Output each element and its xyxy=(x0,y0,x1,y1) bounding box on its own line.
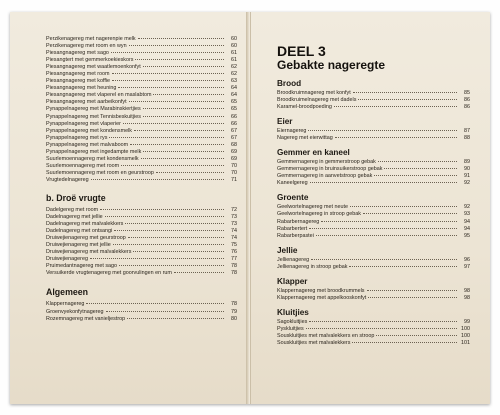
toc-entry xyxy=(46,106,237,113)
toc-entry-title: Kaneelgereg xyxy=(277,180,308,187)
dot-leader xyxy=(100,209,224,210)
toc-entry xyxy=(277,159,470,166)
toc-entry-title: Dadelnagereg met malvalekkers xyxy=(46,221,124,228)
toc-entry-page: 74 xyxy=(231,228,237,235)
toc-entry-page: 68 xyxy=(231,141,237,148)
dot-leader xyxy=(118,87,224,88)
toc-entry xyxy=(277,180,470,187)
toc-entry-title: Broodkruimnagereg met konfyt xyxy=(277,90,351,96)
section-heading: Jellie xyxy=(277,245,298,255)
toc-entry-title: Eiernagereg xyxy=(277,128,307,135)
dot-leader xyxy=(352,342,457,343)
dot-leader xyxy=(129,45,224,46)
toc-entry-title: Geelwortelnagereg met neute xyxy=(277,204,349,211)
toc-entry-title: Gemmernagereg in aanvetstroop gebak xyxy=(277,173,373,180)
toc-entry-title: Druiwejienagereg met geurstroop xyxy=(46,235,126,242)
toc-entry-title: Piesangnagereg met room xyxy=(46,71,110,78)
toc-entry-page: 67 xyxy=(231,134,237,141)
part-subtitle: Gebakte nageregte xyxy=(277,58,386,72)
toc-entry xyxy=(277,90,470,97)
dot-leader xyxy=(113,244,224,245)
dot-leader xyxy=(128,237,224,238)
section-heading: Eier xyxy=(277,117,293,127)
toc-entry xyxy=(277,319,470,326)
toc-entry xyxy=(277,295,470,302)
dot-leader xyxy=(321,221,457,222)
toc-entry-title: Druiwejienagereg xyxy=(46,256,88,263)
dot-leader xyxy=(306,328,457,329)
dot-leader xyxy=(311,259,457,260)
toc-entry-page: 62 xyxy=(231,71,237,78)
dot-leader xyxy=(156,172,224,173)
section-heading: Brood xyxy=(277,79,302,88)
dot-leader xyxy=(374,175,457,176)
toc-entry-title: Nagereg met eierwittag xyxy=(277,135,333,142)
toc-entry-title: Suurlemoennagereg met room en geurstroop xyxy=(46,169,154,176)
dot-leader xyxy=(86,303,224,304)
toc-entry-title: Pynappelnagereg met kondensmelk xyxy=(46,127,133,134)
toc-entry-title: Piesangnagereg met waatlemoenkonfyt xyxy=(46,64,141,71)
dot-leader xyxy=(378,161,457,162)
toc-entry xyxy=(277,173,470,180)
toc-entry-page: 95 xyxy=(464,232,470,239)
toc-entry-page: 74 xyxy=(231,235,237,242)
toc-entry-title: Rabarbertert xyxy=(277,225,308,232)
toc-entry-page: 67 xyxy=(231,127,237,134)
dot-leader xyxy=(143,116,224,117)
toc-entry xyxy=(46,128,237,135)
toc-entry-title: Pruimedantnagereg met sago xyxy=(46,263,118,270)
toc-entry-title: Dadelnagereg met jellie xyxy=(46,214,103,221)
toc-entry-page: 98 xyxy=(464,287,470,294)
toc-entry-page: 98 xyxy=(464,294,470,301)
toc-entry-title: Dadelnagereg met ontsangi xyxy=(46,228,113,235)
toc-entry-title: Perzikenagereg met room en wyn xyxy=(46,43,127,50)
section-heading: Gemmer en kaneel xyxy=(277,148,350,158)
toc-entry-title: Jellienagereg in stroop gebak xyxy=(277,263,348,270)
dot-leader xyxy=(367,290,458,291)
dot-leader xyxy=(143,66,224,67)
dot-leader xyxy=(353,92,457,93)
toc-entry-title: Piesangnagereg met aarbeikonfyt xyxy=(46,99,127,106)
toc-entry-title: Jellienagereg xyxy=(277,256,310,263)
toc-entry-page: 92 xyxy=(464,180,470,187)
left-sections xyxy=(46,193,237,323)
toc-entry-page: 88 xyxy=(464,135,470,142)
toc-entry-title: Suurlemoennagereg met room xyxy=(46,162,120,169)
dot-leader xyxy=(129,101,224,102)
toc-entry-page: 65 xyxy=(231,99,237,106)
toc-entry xyxy=(46,221,237,228)
toc-entry-page: 78 xyxy=(231,263,237,270)
dot-leader xyxy=(335,137,457,138)
toc-entry-page: 73 xyxy=(231,214,237,221)
dot-leader xyxy=(127,318,224,319)
dot-leader xyxy=(141,158,224,159)
toc-entry-page: 86 xyxy=(464,104,470,111)
dot-leader xyxy=(112,80,224,81)
section-heading: Klapper xyxy=(277,276,308,286)
toc-entry xyxy=(46,85,237,92)
toc-entry-title: Rozemnagereg met vanieljestrop xyxy=(46,315,126,322)
toc-entry xyxy=(277,128,470,135)
toc-entry xyxy=(46,99,237,106)
dot-leader xyxy=(316,235,457,236)
dot-leader xyxy=(134,130,224,131)
toc-entry-title: Klappernagereg met broodkrummels xyxy=(277,287,365,294)
toc-entry xyxy=(277,264,470,271)
dot-leader xyxy=(309,321,457,322)
dot-leader xyxy=(363,213,457,214)
toc-entry-title: Versuikerde vrugtenagereg met goorvulingen en rum xyxy=(46,270,172,277)
toc-entry-page: 62 xyxy=(231,64,237,71)
dot-leader xyxy=(143,108,224,109)
toc-entry-title: Souskluitjies met malvalekkers xyxy=(277,339,351,346)
toc-entry-title: Suurlemoennagereg met kondensmelk xyxy=(46,155,139,162)
toc-entry-page: 92 xyxy=(464,204,470,211)
open-book xyxy=(10,12,490,404)
toc-entry-page: 63 xyxy=(231,78,237,85)
toc-entry-page: 77 xyxy=(231,256,237,263)
toc-entry-title: Piesangnagereg met vlaperel en maslabtom xyxy=(46,92,152,99)
part-title: DEEL 3 xyxy=(277,43,326,59)
dot-leader xyxy=(153,94,224,95)
toc-entry-page: 61 xyxy=(231,50,237,57)
dot-leader xyxy=(112,73,224,74)
toc-entry xyxy=(46,301,237,308)
section-heading: Algemeen xyxy=(46,287,89,298)
dot-leader xyxy=(135,59,224,60)
toc-entry xyxy=(46,235,237,242)
toc-entry xyxy=(46,142,237,149)
toc-entry-page: 100 xyxy=(461,332,470,339)
dot-leader xyxy=(174,272,224,273)
toc-entry xyxy=(46,177,237,184)
dot-leader xyxy=(384,168,457,169)
toc-entry xyxy=(46,43,237,50)
dot-leader xyxy=(310,182,457,183)
toc-entry xyxy=(277,340,470,347)
dot-leader xyxy=(350,206,457,207)
toc-entry-title: Piesangnagereg met sago xyxy=(46,50,109,57)
dot-leader xyxy=(114,230,224,231)
toc-entry xyxy=(46,214,237,221)
dot-leader xyxy=(358,99,457,100)
dot-leader xyxy=(109,137,224,138)
left-continued-entries xyxy=(46,36,237,184)
toc-entry-title: Klappernagereg xyxy=(46,301,85,308)
dot-leader xyxy=(368,297,457,298)
toc-entry xyxy=(46,78,237,85)
right-page xyxy=(250,12,490,404)
section-heading: Groente xyxy=(277,193,309,203)
toc-entry-page: 101 xyxy=(461,339,470,346)
toc-entry-page: 61 xyxy=(231,57,237,64)
toc-entry-page: 91 xyxy=(464,173,470,180)
toc-entry xyxy=(277,135,470,142)
toc-entry xyxy=(277,233,470,240)
toc-entry-page: 94 xyxy=(464,218,470,225)
toc-entry xyxy=(46,156,237,163)
dot-leader xyxy=(111,52,224,53)
toc-entry-page: 69 xyxy=(231,148,237,155)
dot-leader xyxy=(123,123,224,124)
toc-entry-page: 86 xyxy=(464,97,470,104)
toc-entry-page: 70 xyxy=(231,162,237,169)
toc-entry-title: Vrugtedelnagereg xyxy=(46,176,89,183)
dot-leader xyxy=(334,106,457,107)
toc-entry-title: Pyskluitjies xyxy=(277,325,304,332)
toc-entry-title: Souskluitjies met malvalekkers en stroop xyxy=(277,332,375,339)
dot-leader xyxy=(130,144,224,145)
dot-leader xyxy=(376,335,457,336)
toc-entry xyxy=(46,249,237,256)
section-heading: b. Droë vrugte xyxy=(46,192,106,203)
toc-entry-title: Druiwejienagereg met malvalekkers xyxy=(46,249,132,256)
toc-entry-title: Groenvyekonfytnagereg xyxy=(46,308,104,315)
toc-entry xyxy=(46,64,237,71)
toc-entry-title: Geelwortelnagereg in stroop gebak xyxy=(277,211,361,218)
toc-entry-title: Pynappelnagereg met rys xyxy=(46,134,108,141)
toc-entry xyxy=(277,97,470,104)
toc-entry-title: Karamel-broodpoeding xyxy=(277,104,332,111)
toc-entry-title: Pynappelnagereg met malvaboom xyxy=(46,141,129,148)
toc-entry xyxy=(277,204,470,211)
toc-entry xyxy=(46,170,237,177)
dot-leader xyxy=(349,266,457,267)
toc-entry-page: 64 xyxy=(231,85,237,92)
dot-leader xyxy=(143,151,224,152)
toc-entry xyxy=(46,316,237,323)
toc-entry-page: 87 xyxy=(464,128,470,135)
toc-entry xyxy=(46,71,237,78)
toc-entry-page: 66 xyxy=(231,120,237,127)
dot-leader xyxy=(90,258,224,259)
toc-entry-page: 85 xyxy=(464,90,470,96)
toc-entry-page: 72 xyxy=(231,206,237,213)
toc-entry-page: 65 xyxy=(231,106,237,113)
toc-entry-title: Rabarberpastei xyxy=(277,232,314,239)
toc-entry-title: Pynappelnagereg met ingedampte melk xyxy=(46,148,142,155)
toc-entry xyxy=(277,333,470,340)
dot-leader xyxy=(308,130,457,131)
toc-entry xyxy=(277,219,470,226)
section-heading: Kluitjies xyxy=(277,307,309,317)
toc-entry xyxy=(46,50,237,57)
toc-entry-page: 99 xyxy=(464,318,470,325)
toc-entry-page: 75 xyxy=(231,242,237,249)
toc-entry xyxy=(46,114,237,121)
toc-entry-title: Druiwejienagereg met jellie xyxy=(46,242,111,249)
toc-entry-title: Sagokluitjies xyxy=(277,318,308,325)
toc-entry-title: Piesangnagereg met heuning xyxy=(46,85,117,92)
toc-entry-page: 100 xyxy=(461,325,470,332)
toc-entry xyxy=(46,207,237,214)
toc-entry xyxy=(46,309,237,316)
toc-entry-page: 66 xyxy=(231,113,237,120)
toc-entry-page: 90 xyxy=(464,166,470,173)
toc-entry-page: 71 xyxy=(231,176,237,183)
toc-entry-page: 70 xyxy=(231,169,237,176)
toc-entry-page: 79 xyxy=(231,308,237,315)
dot-leader xyxy=(91,179,224,180)
toc-entry xyxy=(46,256,237,263)
toc-entry-page: 69 xyxy=(231,155,237,162)
toc-entry xyxy=(277,211,470,218)
left-page xyxy=(10,12,248,404)
toc-entry-title: Rabarbernagereg xyxy=(277,218,320,225)
toc-entry xyxy=(46,135,237,142)
toc-entry xyxy=(277,226,470,233)
toc-entry-title: Pynappelnagereg met Marabinskiertjies xyxy=(46,106,141,113)
dot-leader xyxy=(138,38,224,39)
toc-entry-title: Broodkruimelnagereg met dadels xyxy=(277,97,357,104)
right-sections xyxy=(277,79,470,347)
toc-entry-page: 78 xyxy=(231,270,237,277)
toc-entry-page: 93 xyxy=(464,211,470,218)
toc-entry-page: 80 xyxy=(231,315,237,322)
toc-entry xyxy=(277,257,470,264)
toc-entry-page: 76 xyxy=(231,249,237,256)
toc-entry-title: Piesangtert met gemmerkoekieskors xyxy=(46,57,134,64)
toc-entry-title: Pynappelnagereg met vlaperier xyxy=(46,120,121,127)
toc-entry xyxy=(46,242,237,249)
toc-entry xyxy=(277,104,470,111)
dot-leader xyxy=(105,216,224,217)
toc-entry xyxy=(46,36,237,43)
toc-entry-title: Klappernagereg met appelkooskonfyt xyxy=(277,294,367,301)
toc-entry-page: 94 xyxy=(464,225,470,232)
toc-entry xyxy=(46,121,237,128)
toc-entry xyxy=(46,149,237,156)
dot-leader xyxy=(133,251,224,252)
toc-entry xyxy=(46,263,237,270)
toc-entry xyxy=(277,288,470,295)
dot-leader xyxy=(106,311,224,312)
toc-entry-title: Piesangnagereg met koffie xyxy=(46,78,111,85)
toc-entry-title: Dadelgereg met room xyxy=(46,206,99,213)
toc-entry xyxy=(277,326,470,333)
toc-entry xyxy=(277,166,470,173)
toc-entry-title: Perzikenagereg met nagerenpie melk xyxy=(46,36,136,42)
toc-entry xyxy=(46,92,237,99)
toc-entry-page: 97 xyxy=(464,263,470,270)
dot-leader xyxy=(119,265,224,266)
toc-entry xyxy=(46,163,237,170)
toc-entry-title: Pynappelnagereg met Tennisbeskuitjies xyxy=(46,113,141,120)
dot-leader xyxy=(121,165,224,166)
toc-entry-page: 60 xyxy=(231,36,237,42)
toc-entry-page: 60 xyxy=(231,43,237,50)
toc-entry-title: Gemmernagereg in gemmerstroop gebak xyxy=(277,159,376,166)
toc-entry xyxy=(46,228,237,235)
toc-entry-title: Gemmernagereg in bruinsuikerstroop gebak xyxy=(277,166,383,173)
toc-entry xyxy=(46,57,237,64)
dot-leader xyxy=(125,223,224,224)
toc-entry-page: 89 xyxy=(464,159,470,166)
toc-entry-page: 96 xyxy=(464,256,470,263)
toc-entry-page: 73 xyxy=(231,221,237,228)
toc-entry-page: 78 xyxy=(231,301,237,308)
toc-entry-page: 64 xyxy=(231,92,237,99)
dot-leader xyxy=(309,228,457,229)
toc-entry xyxy=(46,270,237,277)
